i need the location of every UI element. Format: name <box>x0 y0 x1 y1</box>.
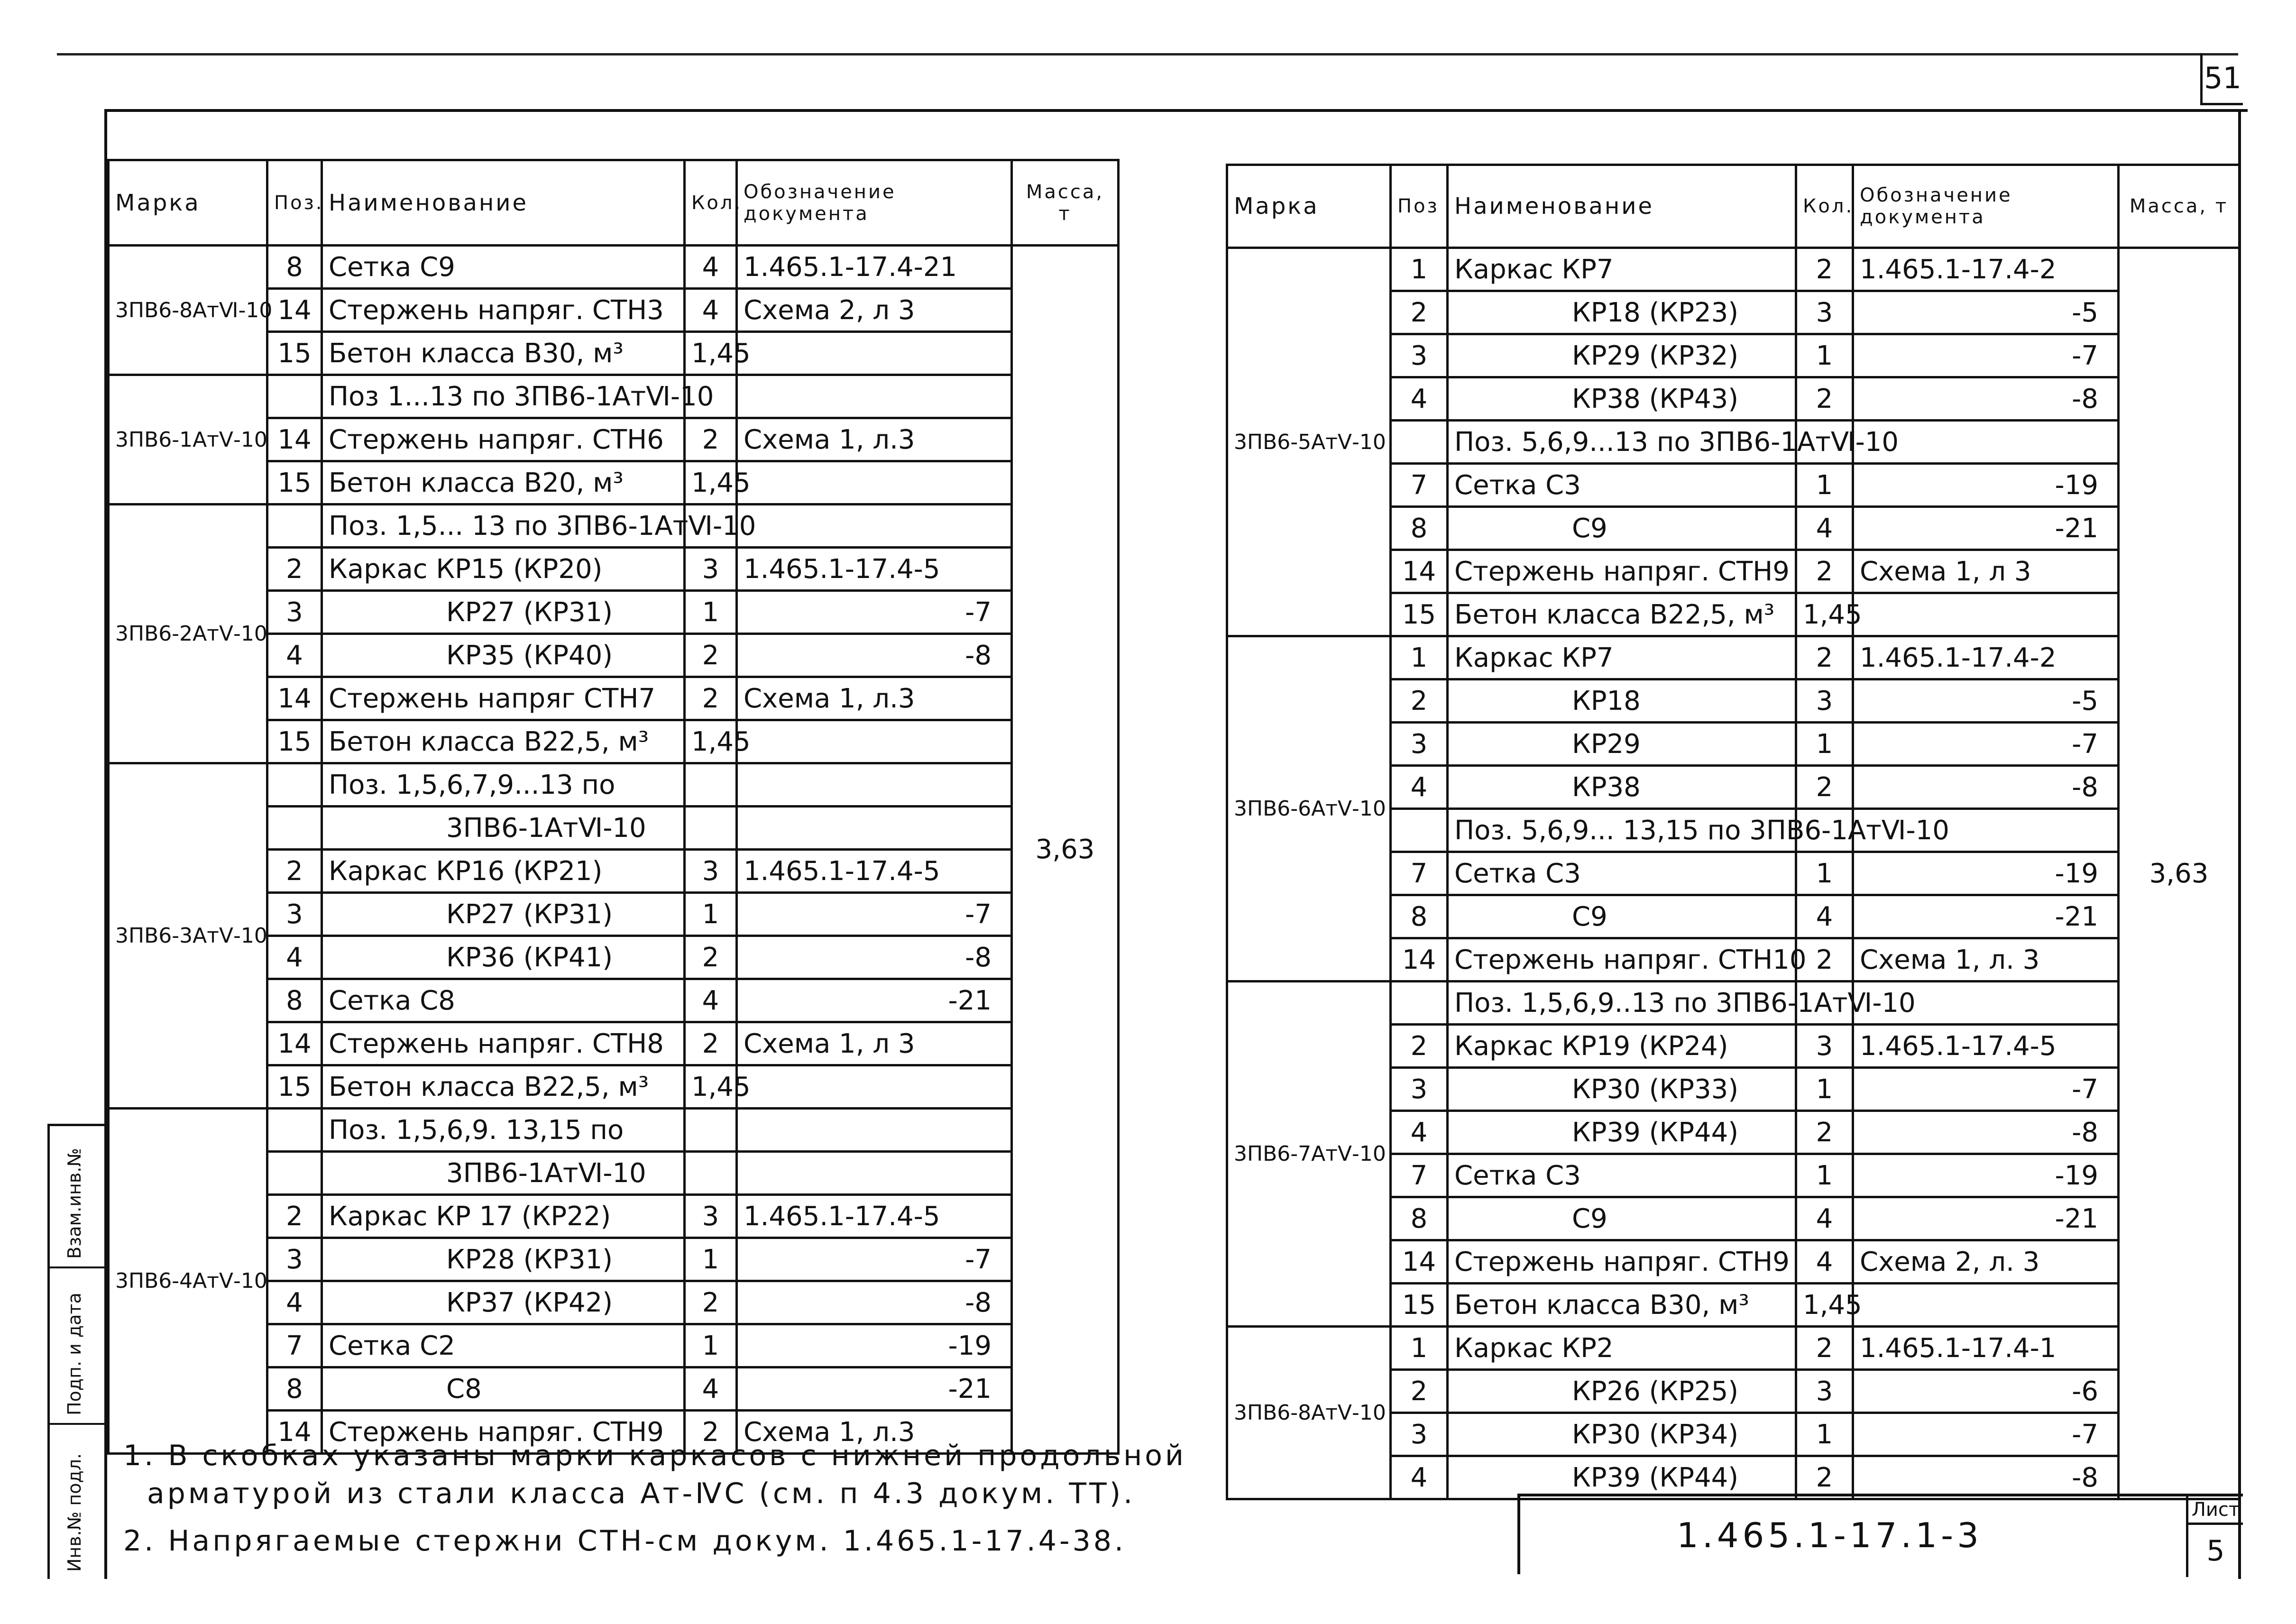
cell-qty: 4 <box>685 979 737 1022</box>
header-name: Наименование <box>1448 165 1796 248</box>
cell-name: Сетка С3 <box>1448 852 1796 895</box>
note-line-3: 2. Напрягаемые стержни СТН-см докум. 1.465.1-17.4-38. <box>123 1524 1127 1558</box>
cell-pos <box>267 1109 322 1152</box>
cell-doc <box>737 375 1012 418</box>
cell-name: КР39 (КР44) <box>1448 1111 1796 1154</box>
cell-doc: Схема 1, л 3 <box>1853 550 2119 593</box>
cell-pos: 14 <box>267 1411 322 1454</box>
cell-name: Бетон класса В22,5, м³ <box>1448 593 1796 636</box>
cell-name: Стержень напряг. СТН9 <box>1448 1240 1796 1284</box>
cell-qty: 1 <box>685 1324 737 1367</box>
cell-doc: -8 <box>1853 1111 2119 1154</box>
cell-pos: 3 <box>267 1238 322 1281</box>
cell-name: 3ПВ6-1АтⅥ-10 <box>322 807 685 850</box>
cell-qty: 2 <box>1796 1111 1853 1154</box>
cell-pos: 2 <box>1391 1025 1448 1068</box>
cell-doc: -8 <box>737 1281 1012 1324</box>
cell-doc: -21 <box>737 979 1012 1022</box>
cell-name: С9 <box>1448 895 1796 938</box>
cell-pos: 3 <box>267 893 322 936</box>
cell-qty: 3 <box>1796 679 1853 723</box>
cell-name: Бетон класса В22,5, м³ <box>322 720 685 763</box>
cell-qty: 2 <box>1796 636 1853 679</box>
cell-qty: 4 <box>1796 507 1853 550</box>
cell-doc: 1.465.1-17.4-21 <box>737 246 1012 289</box>
cell-name: С8 <box>322 1367 685 1411</box>
cell-qty: 4 <box>1796 1197 1853 1240</box>
cell-pos: 3 <box>1391 1068 1448 1111</box>
cell-qty: 3 <box>1796 291 1853 334</box>
cell-name: Каркас КР7 <box>1448 248 1796 291</box>
header-pos: Поз. <box>267 160 322 246</box>
cell-qty: 1 <box>1796 1154 1853 1197</box>
side-label-replace: Взам.инв.№ <box>64 1148 85 1259</box>
cell-name: Каркас КР16 (КР21) <box>322 850 685 893</box>
cell-pos <box>1391 421 1448 464</box>
cell-mark: 3ПВ6-8АтⅥ-10 <box>109 246 267 375</box>
cell-qty: 3 <box>1796 1370 1853 1413</box>
cell-doc <box>737 1109 1012 1152</box>
cell-doc <box>737 1152 1012 1195</box>
cell-name: 3ПВ6-1АтⅥ-10 <box>322 1152 685 1195</box>
cell-name: Каркас КР 17 (КР22) <box>322 1195 685 1238</box>
header-mark: Марка <box>109 160 267 246</box>
cell-pos: 8 <box>267 979 322 1022</box>
cell-pos: 7 <box>1391 852 1448 895</box>
cell-qty: 1 <box>685 893 737 936</box>
cell-qty: 2 <box>1796 377 1853 421</box>
cell-pos: 3 <box>1391 723 1448 766</box>
cell-qty: 2 <box>1796 1456 1853 1499</box>
cell-pos: 1 <box>1391 248 1448 291</box>
table-row <box>1227 982 2240 1025</box>
cell-doc: -21 <box>1853 507 2119 550</box>
cell-doc <box>737 720 1012 763</box>
cell-name: КР35 (КР40) <box>322 634 685 677</box>
cell-pos: 4 <box>1391 1111 1448 1154</box>
cell-qty: 2 <box>1796 550 1853 593</box>
cell-doc: 1.465.1-17.4-1 <box>1853 1327 2119 1370</box>
cell-qty <box>685 807 737 850</box>
cell-pos: 3 <box>1391 334 1448 377</box>
cell-qty: 1 <box>1796 464 1853 507</box>
cell-pos: 15 <box>1391 1284 1448 1327</box>
spec-table-right <box>1226 164 2241 1500</box>
cell-pos: 8 <box>1391 895 1448 938</box>
cell-name: КР30 (КР34) <box>1448 1413 1796 1456</box>
cell-pos: 8 <box>1391 507 1448 550</box>
cell-doc: Схема 2, л. 3 <box>1853 1240 2119 1284</box>
header-mass: Масса, т <box>1012 160 1119 246</box>
cell-qty: 4 <box>685 246 737 289</box>
cell-doc: -19 <box>1853 464 2119 507</box>
cell-mark: 3ПВ6-3АтⅤ-10 <box>109 763 267 1109</box>
cell-pos: 14 <box>267 1022 322 1065</box>
cell-qty: 4 <box>685 1367 737 1411</box>
table-row <box>109 763 1119 807</box>
cell-mark: 3ПВ6-8АтⅤ-10 <box>1227 1327 1391 1499</box>
cell-name: Стержень напряг. СТН8 <box>322 1022 685 1065</box>
cell-name: Стержень напряг. СТН10 <box>1448 938 1796 982</box>
cell-doc: 1.465.1-17.4-5 <box>737 1195 1012 1238</box>
cell-qty: 4 <box>1796 895 1853 938</box>
cell-pos <box>1391 809 1448 852</box>
cell-name: КР27 (КР31) <box>322 893 685 936</box>
cell-qty: 1 <box>685 1238 737 1281</box>
side-cell-sign <box>50 1268 107 1425</box>
table-row <box>109 1109 1119 1152</box>
cell-qty: 1 <box>1796 1068 1853 1111</box>
cell-name: Каркас КР19 (КР24) <box>1448 1025 1796 1068</box>
cell-qty: 3 <box>685 1195 737 1238</box>
cell-doc: -5 <box>1853 679 2119 723</box>
cell-doc <box>737 763 1012 807</box>
cell-pos: 7 <box>267 1324 322 1367</box>
cell-qty: 1 <box>1796 1413 1853 1456</box>
side-label-sign: Подп. и дата <box>64 1293 85 1415</box>
cell-doc: 1.465.1-17.4-2 <box>1853 636 2119 679</box>
cell-name: Поз. 5,6,9...13 по 3ПВ6-1АтⅥ-10 <box>1448 421 1796 464</box>
cell-doc: -7 <box>1853 723 2119 766</box>
table-row <box>1227 248 2240 291</box>
note-line-2: арматурой из стали класса Ат-ⅣС (см. п 4.3 докум. ТТ). <box>147 1477 1136 1510</box>
cell-name: КР29 (КР32) <box>1448 334 1796 377</box>
side-cell-inventory <box>50 1425 107 1581</box>
cell-pos: 8 <box>267 246 322 289</box>
cell-name: Сетка С8 <box>322 979 685 1022</box>
notes <box>123 1437 1214 1560</box>
cell-qty <box>685 763 737 807</box>
header-qty: Кол. <box>1796 165 1853 248</box>
cell-qty: 4 <box>1796 1240 1853 1284</box>
cell-qty: 2 <box>685 936 737 979</box>
cell-name: КР18 <box>1448 679 1796 723</box>
cell-pos: 1 <box>1391 636 1448 679</box>
cell-doc <box>737 1065 1012 1109</box>
cell-pos: 3 <box>267 591 322 634</box>
document-code: 1.465.1-17.1-3 <box>1677 1515 1983 1555</box>
cell-qty <box>685 1152 737 1195</box>
cell-pos: 14 <box>267 289 322 332</box>
cell-name: Поз. 1,5,6,9. 13,15 по <box>322 1109 685 1152</box>
cell-pos: 2 <box>1391 679 1448 723</box>
cell-doc <box>1853 1284 2119 1327</box>
cell-name: Каркас КР15 (КР20) <box>322 548 685 591</box>
cell-qty: 1,45 <box>1796 593 1853 636</box>
table-row <box>109 375 1119 418</box>
cell-name: Сетка С3 <box>1448 464 1796 507</box>
cell-pos: 4 <box>267 1281 322 1324</box>
cell-doc: -5 <box>1853 291 2119 334</box>
cell-doc: -8 <box>737 634 1012 677</box>
cell-name: КР26 (КР25) <box>1448 1370 1796 1413</box>
sheet-number: 5 <box>2186 1525 2243 1577</box>
cell-pos: 8 <box>267 1367 322 1411</box>
cell-name: Бетон класса В22,5, м³ <box>322 1065 685 1109</box>
top-border-line <box>57 53 2238 55</box>
cell-pos <box>267 505 322 548</box>
cell-doc: -19 <box>1853 1154 2119 1197</box>
cell-doc: -8 <box>1853 766 2119 809</box>
cell-doc: -19 <box>737 1324 1012 1367</box>
cell-doc <box>737 461 1012 505</box>
cell-name: Поз 1...13 по 3ПВ6-1АтⅥ-10 <box>322 375 685 418</box>
cell-doc: -7 <box>1853 334 2119 377</box>
cell-qty: 2 <box>1796 938 1853 982</box>
header-name: Наименование <box>322 160 685 246</box>
cell-doc: -7 <box>1853 1068 2119 1111</box>
cell-pos: 2 <box>267 1195 322 1238</box>
cell-mark: 3ПВ6-1АтⅤ-10 <box>109 375 267 505</box>
cell-name: КР30 (КР33) <box>1448 1068 1796 1111</box>
cell-pos: 4 <box>267 634 322 677</box>
cell-pos: 15 <box>267 720 322 763</box>
side-approval-strip <box>47 1124 107 1579</box>
cell-name: Поз. 1,5,6,9..13 по 3ПВ6-1АтⅥ-10 <box>1448 982 1796 1025</box>
side-label-inventory: Инв.№ подл. <box>64 1453 85 1572</box>
cell-pos: 4 <box>1391 766 1448 809</box>
cell-pos: 14 <box>1391 938 1448 982</box>
cell-pos: 2 <box>1391 291 1448 334</box>
cell-qty: 1,45 <box>1796 1284 1853 1327</box>
cell-name: КР37 (КР42) <box>322 1281 685 1324</box>
cell-name: КР27 (КР31) <box>322 591 685 634</box>
cell-doc: -21 <box>737 1367 1012 1411</box>
cell-doc: Схема 1, л 3 <box>737 1022 1012 1065</box>
cell-qty: 1 <box>685 591 737 634</box>
cell-pos: 15 <box>267 332 322 375</box>
cell-name: КР18 (КР23) <box>1448 291 1796 334</box>
cell-mark: 3ПВ6-5АтⅤ-10 <box>1227 248 1391 636</box>
cell-doc: 1.465.1-17.4-5 <box>1853 1025 2119 1068</box>
page-number: 51 <box>2200 53 2243 105</box>
cell-pos: 4 <box>1391 1456 1448 1499</box>
cell-mark: 3ПВ6-4АтⅤ-10 <box>109 1109 267 1454</box>
header-qty: Кол. <box>685 160 737 246</box>
cell-pos <box>267 807 322 850</box>
cell-name: Бетон класса В20, м³ <box>322 461 685 505</box>
cell-doc: -21 <box>1853 895 2119 938</box>
cell-qty: 1,45 <box>685 332 737 375</box>
cell-doc: Схема 1, л.3 <box>737 418 1012 461</box>
cell-name: КР38 <box>1448 766 1796 809</box>
cell-pos: 14 <box>267 677 322 720</box>
cell-doc: Схема 1, л. 3 <box>1853 938 2119 982</box>
cell-qty: 2 <box>1796 1327 1853 1370</box>
cell-name: Стержень напряг. СТН9 <box>322 1411 685 1454</box>
cell-qty: 2 <box>685 1022 737 1065</box>
left-outer-frame <box>104 109 2248 112</box>
cell-name: Бетон класса В30, м³ <box>1448 1284 1796 1327</box>
cell-mark: 3ПВ6-2АтⅤ-10 <box>109 505 267 763</box>
cell-doc: -8 <box>737 936 1012 979</box>
cell-pos: 2 <box>267 548 322 591</box>
cell-mark: 3ПВ6-6АтⅤ-10 <box>1227 636 1391 982</box>
cell-pos <box>267 763 322 807</box>
table-row <box>1227 636 2240 679</box>
cell-pos <box>1391 982 1448 1025</box>
cell-doc: Схема 1, л.3 <box>737 677 1012 720</box>
cell-name: Стержень напряг. СТН9 <box>1448 550 1796 593</box>
cell-qty: 2 <box>685 1411 737 1454</box>
cell-doc: -8 <box>1853 1456 2119 1499</box>
cell-doc: -7 <box>737 591 1012 634</box>
cell-qty: 3 <box>685 850 737 893</box>
cell-name: Стержень напряг. СТН3 <box>322 289 685 332</box>
cell-name: КР39 (КР44) <box>1448 1456 1796 1499</box>
cell-name: Поз. 1,5,6,7,9...13 по <box>322 763 685 807</box>
cell-qty <box>685 1109 737 1152</box>
cell-doc <box>737 332 1012 375</box>
cell-qty: 2 <box>685 1281 737 1324</box>
cell-name: Стержень напряг СТН7 <box>322 677 685 720</box>
cell-name: КР28 (КР31) <box>322 1238 685 1281</box>
note-line-1: 1. В скобках указаны марки каркасов с нижней продольной <box>123 1439 1187 1472</box>
cell-name: КР29 <box>1448 723 1796 766</box>
sheet-label: Лист <box>2186 1496 2243 1525</box>
cell-qty: 2 <box>1796 766 1853 809</box>
table-row <box>1227 1327 2240 1370</box>
cell-name: Бетон класса В30, м³ <box>322 332 685 375</box>
cell-name: Каркас КР2 <box>1448 1327 1796 1370</box>
cell-pos: 15 <box>267 1065 322 1109</box>
cell-qty: 2 <box>1796 248 1853 291</box>
cell-doc: 1.465.1-17.4-5 <box>737 548 1012 591</box>
cell-pos: 2 <box>1391 1370 1448 1413</box>
cell-pos: 15 <box>267 461 322 505</box>
cell-pos <box>267 1152 322 1195</box>
cell-doc: 1.465.1-17.4-5 <box>737 850 1012 893</box>
cell-pos: 4 <box>1391 377 1448 421</box>
cell-name: С9 <box>1448 1197 1796 1240</box>
header-pos: Поз <box>1391 165 1448 248</box>
cell-qty: 4 <box>685 289 737 332</box>
cell-qty: 2 <box>685 634 737 677</box>
cell-name: Сетка С9 <box>322 246 685 289</box>
cell-pos: 7 <box>1391 1154 1448 1197</box>
cell-name: Стержень напряг. СТН6 <box>322 418 685 461</box>
title-stamp <box>1517 1494 2243 1574</box>
cell-pos: 3 <box>1391 1413 1448 1456</box>
cell-qty: 1,45 <box>685 461 737 505</box>
cell-doc: -21 <box>1853 1197 2119 1240</box>
cell-qty: 1,45 <box>685 1065 737 1109</box>
cell-doc: 1.465.1-17.4-2 <box>1853 248 2119 291</box>
table-row <box>109 246 1119 289</box>
cell-mass: 3,63 <box>1012 246 1119 1454</box>
cell-qty: 2 <box>685 418 737 461</box>
cell-name: Поз. 5,6,9... 13,15 по 3ПВ6-1АтⅥ-10 <box>1448 809 1796 852</box>
cell-name: КР38 (КР43) <box>1448 377 1796 421</box>
cell-mass: 3,63 <box>2119 248 2240 1499</box>
cell-pos: 8 <box>1391 1197 1448 1240</box>
cell-qty: 3 <box>685 548 737 591</box>
cell-name: Поз. 1,5... 13 по 3ПВ6-1АтⅥ-10 <box>322 505 685 548</box>
cell-qty: 1 <box>1796 334 1853 377</box>
cell-doc: -7 <box>737 1238 1012 1281</box>
cell-name: Сетка С2 <box>322 1324 685 1367</box>
cell-mark: 3ПВ6-7АтⅤ-10 <box>1227 982 1391 1327</box>
cell-doc <box>737 807 1012 850</box>
cell-pos: 14 <box>1391 550 1448 593</box>
side-cell-replace <box>50 1126 107 1268</box>
cell-pos: 4 <box>267 936 322 979</box>
cell-pos: 14 <box>1391 1240 1448 1284</box>
cell-name: С9 <box>1448 507 1796 550</box>
cell-doc <box>737 505 1012 548</box>
cell-pos: 7 <box>1391 464 1448 507</box>
table-row <box>109 505 1119 548</box>
header-doc: Обозначение документа <box>1853 165 2119 248</box>
spec-table-left <box>107 159 1120 1455</box>
cell-doc: -6 <box>1853 1370 2119 1413</box>
header-mark: Марка <box>1227 165 1391 248</box>
cell-pos: 2 <box>267 850 322 893</box>
cell-qty: 1,45 <box>685 720 737 763</box>
cell-pos: 15 <box>1391 593 1448 636</box>
cell-name: Сетка С3 <box>1448 1154 1796 1197</box>
cell-name: КР36 (КР41) <box>322 936 685 979</box>
cell-doc <box>1853 593 2119 636</box>
cell-doc: -7 <box>1853 1413 2119 1456</box>
header-mass: Масса, т <box>2119 165 2240 248</box>
cell-doc: Схема 1, л.3 <box>737 1411 1012 1454</box>
cell-qty: 2 <box>685 677 737 720</box>
cell-qty: 1 <box>1796 723 1853 766</box>
cell-name: Каркас КР7 <box>1448 636 1796 679</box>
cell-doc: -19 <box>1853 852 2119 895</box>
cell-pos: 14 <box>267 418 322 461</box>
cell-doc: -7 <box>737 893 1012 936</box>
cell-pos: 1 <box>1391 1327 1448 1370</box>
cell-doc: -8 <box>1853 377 2119 421</box>
cell-pos <box>267 375 322 418</box>
header-doc: Обозначение документа <box>737 160 1012 246</box>
cell-doc: Схема 2, л 3 <box>737 289 1012 332</box>
cell-qty: 3 <box>1796 1025 1853 1068</box>
cell-qty: 1 <box>1796 852 1853 895</box>
